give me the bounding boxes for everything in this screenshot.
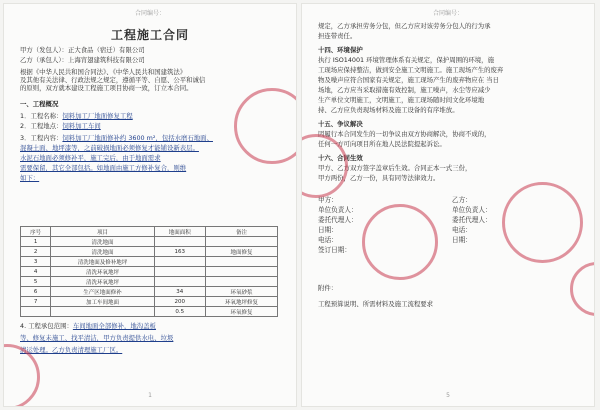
table-cell: 清洗环氧地坪 [51,267,154,277]
table-cell: 清洗地面及修补地坪 [51,257,154,267]
text-line: 工现场应保持整洁，做到安全施工文明施工。施工现场产生的废弃 [318,66,504,74]
table-cell: 清洗地面 [51,237,154,247]
text-line: 场地，乙方应当采取措施有效控制，施工噪声，水尘等应减少 [318,86,491,94]
party-b-signature-block [452,194,492,244]
attachment-item: 工程预算说明、所需材料及施工流程要求 [318,300,434,308]
seal-stamp [570,262,594,316]
item-1-label: 1．工程名称： [20,112,63,120]
table-row [21,257,278,267]
table-cell: 200 [154,297,205,307]
preamble-line-2: 及其他有关法律、行政法规之规定，遵循平等、自愿、公平和诚信 [20,76,206,84]
sig-line: 委托代理人： [318,216,358,224]
table-cell [154,277,205,287]
item-3-label: 3．工程内容： [20,134,63,142]
text-line: 因履行本合同发生的一切争议由双方协商解决，协商不成的， [318,130,491,138]
text-line: 执行 ISO14001 环境管理体系有关规定，保护周围的环境，施 [318,56,494,64]
text-line: 担连带责任。 [318,32,357,40]
item-3-value-4: 需要保留，其它全部包括。如地面由施工方修补复合，则维 [20,164,187,172]
table-row [21,287,278,297]
table-row [21,267,278,277]
table-cell [205,237,277,247]
sig-line: 委托代理人： [452,216,492,224]
table-cell: 7 [21,297,51,307]
table-cell: 4 [21,267,51,277]
sig-line: 签订日期： [318,246,351,254]
sig-line: 单位负责人： [452,206,492,214]
item-2-value: 饲料加工车间 [62,122,101,130]
attachment-label: 附件： [318,284,338,292]
contract-page-2 [302,4,594,406]
table-cell [154,257,205,267]
table-row [21,297,278,307]
table-cell: 0.5 [154,307,205,317]
table-header-row [21,227,278,237]
item-1-value: 饲料加工厂地面修复工程 [62,112,133,120]
section-1-title: 一、工程概况 [20,100,59,108]
page-header: 合同编号： [432,10,463,17]
table-cell: 加工车间地面 [51,297,154,307]
item-1 [20,112,133,120]
table-header: 地面面积 [154,227,205,237]
item-2-label: 2．工程地点： [20,122,63,130]
table-cell [205,277,277,287]
text-line: 任何一方可向项目所在地人民法院提起诉讼。 [318,140,446,148]
table-cell: 生产区地面修补 [51,287,154,297]
page-number: 5 [446,392,450,399]
section-15-title: 十五、争议解决 [318,120,363,128]
section-14-title: 十四、环境保护 [318,46,363,54]
sig-line: 单位负责人： [318,206,358,214]
table-cell: 34 [154,287,205,297]
seal-stamp [234,88,296,164]
text-line: 规定，乙方承担劳务分包，但乙方应对该劳务分包人的行为承 [318,22,491,30]
text-line: 甲方两份，乙方一份，具有同等法律效力。 [318,174,440,182]
table-cell: 1 [21,237,51,247]
item-4-label: 4. 工程承包范围： [20,322,73,330]
table-cell: 环氧砂浆 [205,287,277,297]
party-a-signature-block [318,194,358,254]
table-cell: 163 [154,247,205,257]
item-3-value-1: 饲料加工厂地面修补约 3600 m²，包括水磨石地面、 [62,134,213,142]
text-line: 生产单位文明施工，文明施工，施工现场随时间文化环境地 [318,96,485,104]
table-cell [205,257,277,267]
table-cell: 环氧修复 [205,307,277,317]
party-b: 乙方（承包人）：上海宵翅建筑科技有限公司 [20,56,145,64]
item-4-value-2: 等、修复未施工、找平清洁，甲方负责提供水电、垃圾 [20,334,174,342]
item-3-value-5: 如下： [20,174,40,182]
item-2 [20,122,101,130]
sig-line: 电话： [452,226,472,234]
contract-title: 工程施工合同 [110,28,189,42]
table-cell [51,307,154,317]
item-4-value-3: 清运处理。乙方负责清理施工厂区。 [20,346,123,354]
item-3 [20,134,213,142]
scope-table [20,226,278,317]
table-cell [205,267,277,277]
preamble-line-1: 根据《中华人民共和国合同法》、《中华人民共和国建筑法》 [20,68,187,76]
text-line: 甲方、乙方双方签字盖章后生效。合同正本一式三份， [318,164,472,172]
seal-stamp [362,204,438,280]
text-line: 持、乙方应负责现场材料及施工设备的有序堆放。 [318,106,459,114]
preamble-line-3: 的原则，双方就本建设工程施工项目协商一致，订立本合同。 [20,84,193,92]
table-cell: 环氧地坪修复 [205,297,277,307]
sig-line: 日期： [452,236,472,244]
table-cell: 5 [21,277,51,287]
table-header: 序号 [21,227,51,237]
item-3-value-3: 水泥石地面必须修补平，施工完后，由于地面需求 [20,154,161,162]
contract-page-1 [4,4,296,406]
table-cell [154,237,205,247]
table-cell: 地面修复 [205,247,277,257]
sig-line: 甲方： [318,196,338,204]
table-row [21,307,278,317]
item-4-value-1: 车间地面全部修补，地沟盖板 [72,322,156,330]
table-row [21,247,278,257]
table-cell: 6 [21,287,51,297]
table-cell: 3 [21,257,51,267]
table-header: 备注 [205,227,277,237]
table-cell [154,267,205,277]
page-number: 1 [148,392,152,399]
sig-line: 电话： [318,236,338,244]
item-3-value-2: 混凝土面、地坪漆等，之前破损地面必须修复才能铺设新表层。 [20,144,199,152]
table-row [21,237,278,247]
table-cell: 2 [21,247,51,257]
seal-stamp [502,182,583,263]
sig-line: 乙方： [452,196,472,204]
text-line: 物及噪声应符合国家有关规定，施工现场产生的废弃物应在 当日 [318,76,499,84]
table-row [21,277,278,287]
page-header: 合同编号： [134,10,165,17]
item-4 [20,322,156,330]
party-a: 甲方（发包人）：正大食品（宿迁）有限公司 [20,46,145,54]
table-cell: 清洗环氧地坪 [51,277,154,287]
sig-line: 日期： [318,226,338,234]
table-cell: 清洗地面 [51,247,154,257]
table-header: 项目 [51,227,154,237]
table-cell [21,307,51,317]
section-16-title: 十六、合同生效 [318,154,363,162]
